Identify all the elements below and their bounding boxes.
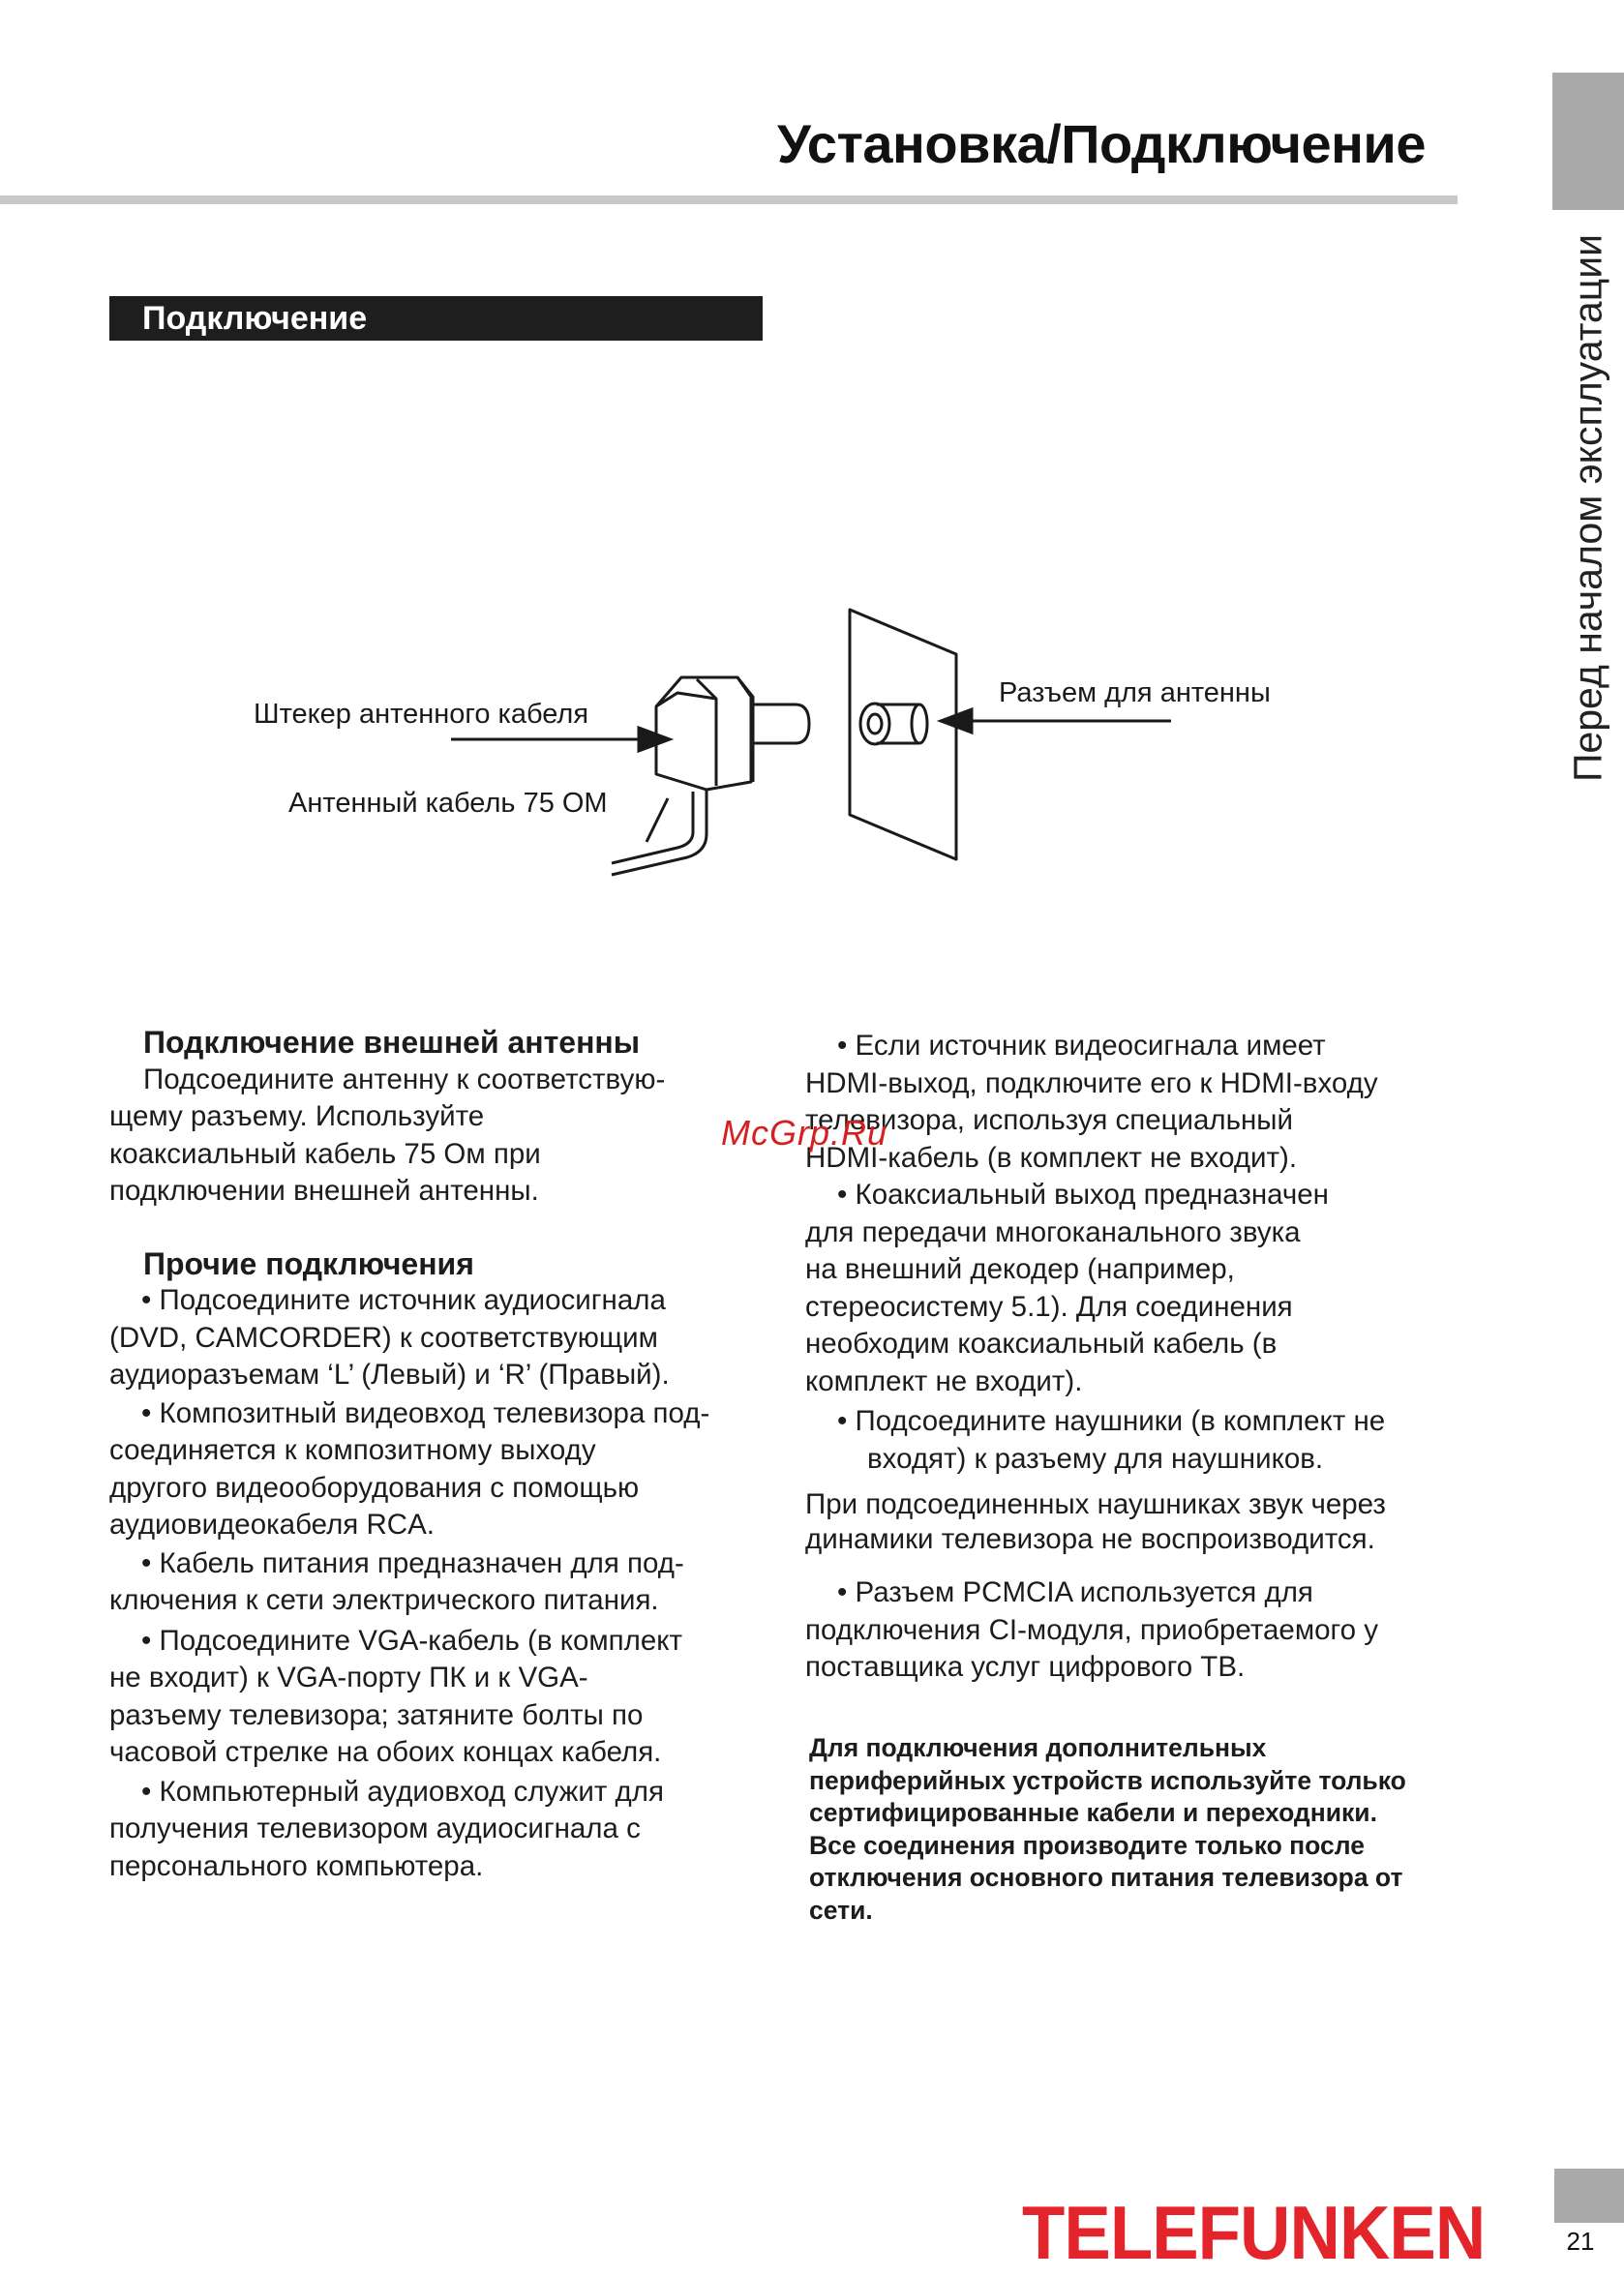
left-column bbox=[109, 1024, 760, 1885]
headphones-note: При подсоединенных наушниках звук через динамики телевизора не воспроизводится. bbox=[805, 1488, 1386, 1555]
side-tab-marker bbox=[1552, 73, 1624, 210]
page-number: 21 bbox=[1566, 2227, 1595, 2256]
list-item: • Коаксиальный выход предназначен для передачи многоканального звука на внешний декодер (например, стереосистему 5.1). Для соединения необходим коаксиальный кабель (в комплект не входит). bbox=[805, 1179, 1329, 1397]
watermark: McGrp.Ru bbox=[721, 1113, 888, 1153]
list-item: • Подсоедините источник аудиосигнала (DVD, CAMCORDER) к соответствующим аудиоразъемам ‘L’ (Левый) и ‘R’ (Правый). bbox=[109, 1284, 670, 1391]
section-header bbox=[109, 296, 763, 341]
antenna-paragraph: Подсоедините антенну к соответствую- щему разъему. Используйте коаксиальный кабель 75 Ом при подключении внешней антенны. bbox=[109, 1063, 666, 1207]
page-title: Установка/Подключение bbox=[776, 113, 1426, 174]
list-item: • Кабель питания предназначен для под- ключения к сети электрического питания. bbox=[109, 1546, 684, 1616]
plug-body bbox=[656, 677, 751, 790]
list-item: • Подсоедините VGA-кабель (в комплект не входит) к VGA-порту ПК и к VGA- разъему телевизора; затяните болты по часовой стрелке на обоих концах кабеля. bbox=[109, 1624, 683, 1768]
other-heading: Прочие подключения bbox=[143, 1245, 474, 1281]
list-item: • Компьютерный аудиовход служит для получения телевизором аудиосигнала с персонального компьютера. bbox=[109, 1775, 664, 1882]
socket-label: Разъем для антенны bbox=[999, 677, 1271, 708]
side-tab-label: Перед началом эксплуатации bbox=[1565, 233, 1610, 783]
socket-ring bbox=[860, 704, 889, 744]
title-divider bbox=[0, 195, 1458, 204]
cable-label: Антенный кабель 75 ОМ bbox=[288, 788, 608, 819]
warning-note: Для подключения дополнительных периферийных устройств используйте только сертифицированные кабели и переходники. Все соединения производите только после отключения основного питания телевизора от сети. bbox=[809, 1733, 1406, 1925]
list-item: • Композитный видеовход телевизора под- соединяется к композитному выходу другого видеооборудования с помощью аудиовидеокабеля RCA. bbox=[109, 1396, 710, 1541]
list-item: • Если источник видеосигнала имеет HDMI-выход, подключите его к HDMI-входу телевизора, используя специальный HDMI-кабель (в комплект не входит). bbox=[805, 1030, 1378, 1174]
section-title: Подключение bbox=[142, 300, 368, 337]
page-tab-marker bbox=[1554, 2169, 1624, 2223]
brand-logo: TELEFUNKEN bbox=[1022, 2190, 1486, 2275]
right-column bbox=[805, 1028, 1444, 1687]
plug-label: Штекер антенного кабеля bbox=[254, 699, 589, 730]
antenna-heading: Подключение внешней антенны bbox=[143, 1025, 641, 1060]
list-item: • Подсоедините наушники (в комплект не входят) к разъему для наушников. bbox=[837, 1405, 1386, 1475]
antenna-diagram bbox=[0, 581, 1624, 900]
list-item: • Разъем PCMCIA используется для подключения CI-модуля, приобретаемого у поставщика услуг цифрового ТВ. bbox=[805, 1576, 1378, 1683]
